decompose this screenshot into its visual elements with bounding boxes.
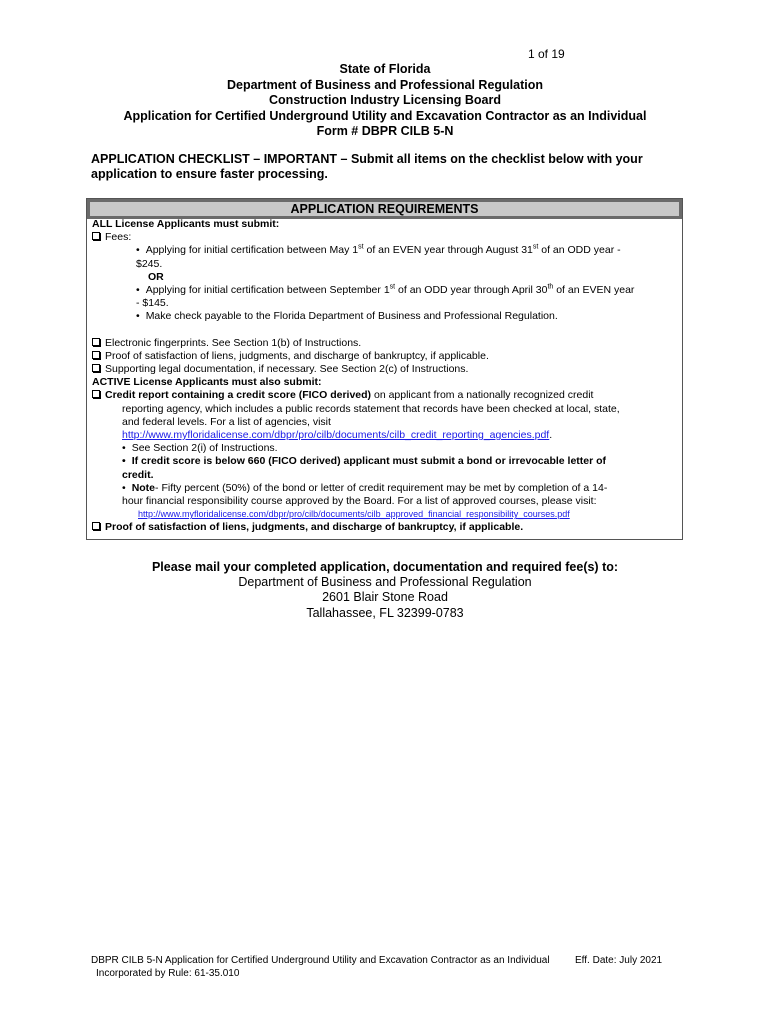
fee-payable-note [92, 310, 680, 323]
credit-report-line2: reporting agency, which includes a public records statement that records have been checked at local, state, [122, 402, 620, 415]
fee1-text-b: of an EVEN year through August 31 [363, 244, 533, 257]
mail-heading: Please mail your completed application, documentation and required fee(s) to: [151, 560, 619, 574]
checkbox-icon [92, 351, 100, 359]
checklist-intro: APPLICATION CHECKLIST – IMPORTANT – Submit all items on the checklist below with your application to ensure faster processing. [91, 152, 643, 181]
fee2-sup1: st [389, 283, 396, 291]
requirements-body [92, 218, 680, 535]
header-state: State of Florida [339, 62, 431, 76]
fees-label: Fees: [105, 231, 132, 244]
fee1-sup1: st [358, 243, 364, 251]
courses-link-row [92, 508, 680, 521]
credit-report-text: on applicant from a nationally recognized credit [371, 389, 594, 402]
fee-payable-text: Make check payable to the Florida Department of Business and Professional Regulation. [145, 310, 558, 323]
approved-courses-link[interactable]: http://www.myfloridalicense.com/dbpr/pro/cilb/documents/cilb_approved_financial_responsibility_courses.pdf [138, 509, 570, 520]
page-number: 1 of 19 [528, 47, 565, 61]
credit-agencies-link-row [92, 429, 680, 442]
credit-agencies-link[interactable]: http://www.myfloridalicense.com/dbpr/pro/cilb/documents/cilb_credit_reporting_agencies.pdf [122, 429, 550, 442]
fee2-text-b: of an ODD year through April 30 [395, 284, 548, 297]
mail-department: Department of Business and Professional Regulation [238, 575, 532, 590]
legal-documentation-item [92, 363, 680, 376]
fingerprints-item [92, 337, 680, 350]
fee1-sup2: st [532, 243, 539, 251]
mail-city: Tallahassee, FL 32399-0783 [306, 605, 464, 620]
checkbox-icon [92, 390, 100, 398]
fee-option-2-amount: - $145. [136, 297, 169, 310]
fee1-text-c: of an ODD year - [538, 244, 621, 257]
credit-link-period: . [549, 429, 553, 442]
fingerprints-text: Electronic fingerprints. See Section 1(b) of Instructions. [105, 336, 362, 349]
fees-item [92, 231, 680, 244]
mailing-instructions [0, 560, 770, 621]
active-liens-item [92, 521, 680, 534]
fee-option-1-amount: $245. [136, 257, 163, 270]
header-form-number: Form # DBPR CILB 5-N [316, 124, 454, 138]
liens-text: Proof of satisfaction of liens, judgments, and discharge of bankruptcy, if applicable. [105, 349, 489, 362]
liens-item [92, 350, 680, 363]
fee-option-1 [92, 244, 680, 257]
header-application-title: Application for Certified Underground Utility and Excavation Contractor as an Individual [123, 108, 647, 123]
credit-score-warning-text: If credit score is below 660 (FICO derived) applicant must submit a bond or irrevocable letter of [131, 455, 607, 468]
fee1-text-a: Applying for initial certification between May 1 [145, 244, 359, 257]
form-header [0, 62, 770, 140]
footer-rule: Incorporated by Rule: 61-35.010 [96, 967, 240, 979]
checkbox-icon [92, 522, 100, 530]
note-text: - Fifty percent (50%) of the bond or letter of credit requirement may be met by completion of a 14- [155, 481, 608, 494]
note-line2: hour financial responsibility course approved by the Board. For a list of approved courses, please visit: [122, 495, 597, 508]
header-department: Department of Business and Professional Regulation [226, 77, 544, 92]
footer-form-info [91, 955, 550, 980]
requirements-box [86, 198, 683, 540]
fee2-text-a: Applying for initial certification between September 1 [145, 284, 390, 297]
legal-documentation-text: Supporting legal documentation, if necessary. See Section 2(c) of Instructions. [105, 363, 469, 376]
see-section-note [92, 442, 680, 455]
checkbox-icon [92, 338, 100, 346]
see-section-text: See Section 2(i) of Instructions. [131, 442, 278, 455]
checkbox-icon [92, 364, 100, 372]
fee2-sup2: th [547, 283, 554, 291]
credit-report-bold: Credit report containing a credit score (FICO derived) [105, 389, 372, 402]
requirements-title: APPLICATION REQUIREMENTS [87, 199, 682, 219]
footer-effective-date: Eff. Date: July 2021 [575, 955, 663, 966]
all-applicants-heading: ALL License Applicants must submit: [92, 218, 280, 230]
credit-report-item [92, 389, 680, 402]
active-liens-text: Proof of satisfaction of liens, judgments, and discharge of bankruptcy, if applicable. [105, 521, 524, 534]
active-applicants-heading: ACTIVE License Applicants must also submit: [92, 376, 322, 389]
note-item [92, 482, 680, 495]
mail-street: 2601 Blair Stone Road [322, 590, 448, 605]
note-label: Note [131, 481, 156, 494]
footer-form-title: DBPR CILB 5-N Application for Certified Underground Utility and Excavation Contractor as an Individual [91, 955, 550, 966]
checkbox-icon [92, 232, 100, 240]
header-board: Construction Industry Licensing Board [269, 93, 501, 107]
credit-report-line3: and federal levels. For a list of agencies, visit [122, 415, 331, 428]
credit-score-warning-line2: credit. [122, 468, 154, 481]
or-label: OR [148, 270, 164, 283]
fee-option-2 [92, 284, 680, 297]
credit-score-warning [92, 455, 680, 468]
fee2-text-c: of an EVEN year [553, 284, 635, 297]
